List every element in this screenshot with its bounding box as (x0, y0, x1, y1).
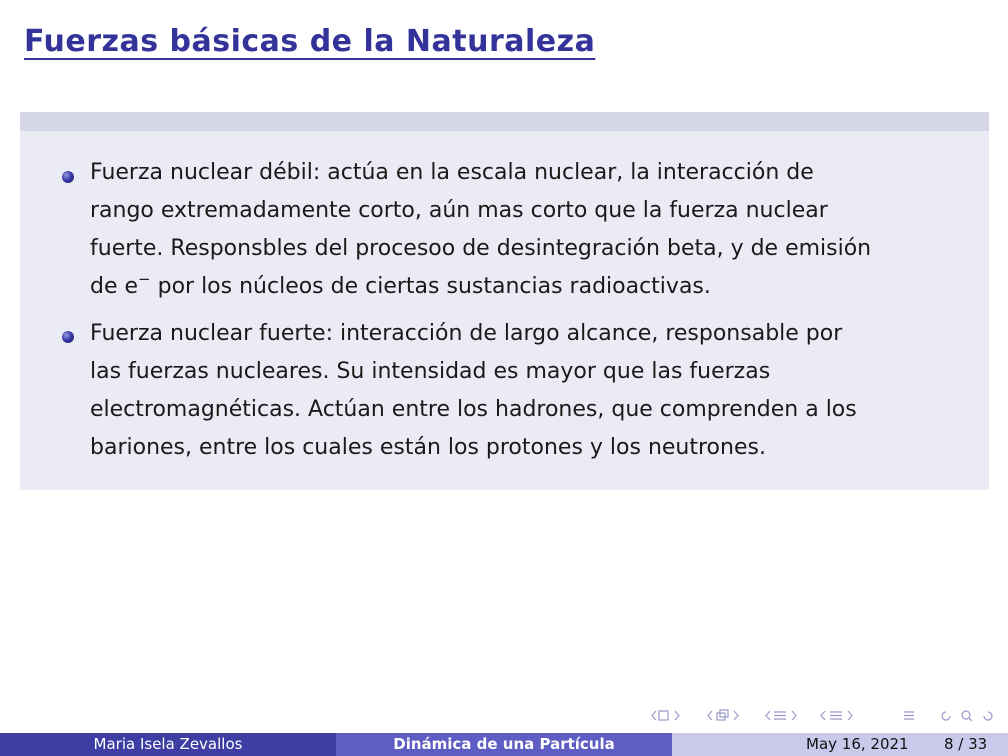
text-fragment: de e (90, 274, 139, 299)
text-line: Fuerza nuclear fuerte: interacción de largo alcance, responsable por (90, 321, 843, 346)
nav-section-icon[interactable] (766, 711, 796, 720)
text-line: Fuerza nuclear débil: actúa en la escala nuclear, la interacción de (90, 160, 814, 185)
nav-search-icon[interactable] (942, 711, 992, 721)
bullet-ball-icon (62, 331, 74, 343)
footer-author: Maria Isela Zevallos (0, 733, 336, 756)
nav-subsection-icon[interactable] (708, 710, 738, 720)
nav-frame-forward-icon[interactable] (821, 711, 852, 720)
text-line: las fuerzas nucleares. Su intensidad es mayor que las fuerzas (90, 359, 771, 384)
text-line: bariones, entre los cuales están los protones y los neutrones. (90, 435, 766, 460)
footer-bar (0, 733, 1008, 756)
navigation-symbols (650, 706, 1000, 726)
nav-frame-back-icon[interactable] (652, 711, 679, 720)
slide-title: Fuerzas básicas de la Naturaleza (24, 24, 596, 59)
text-line: fuerte. Responsbles del procesoo de desintegración beta, y de emisión (90, 236, 872, 261)
text-line: rango extremadamente corto, aún mas corto que la fuerza nuclear (90, 198, 828, 223)
bullet-ball-icon (62, 171, 74, 183)
text-fragment: por los núcleos de ciertas sustancias radioactivas. (150, 274, 711, 299)
footer-page-number: 8 / 33 (944, 735, 988, 753)
nav-align-icon[interactable] (904, 712, 914, 719)
footer-date: May 16, 2021 (806, 735, 909, 753)
footer-talk-title: Dinámica de una Partícula (336, 733, 672, 756)
beamer-navigation-bar (650, 706, 1000, 726)
superscript-minus: − (138, 270, 151, 288)
footer-info (672, 733, 1008, 756)
text-line (90, 268, 711, 306)
text-line: electromagnéticas. Actúan entre los hadrones, que comprenden a los (90, 397, 857, 422)
block-header-bar (20, 112, 989, 131)
